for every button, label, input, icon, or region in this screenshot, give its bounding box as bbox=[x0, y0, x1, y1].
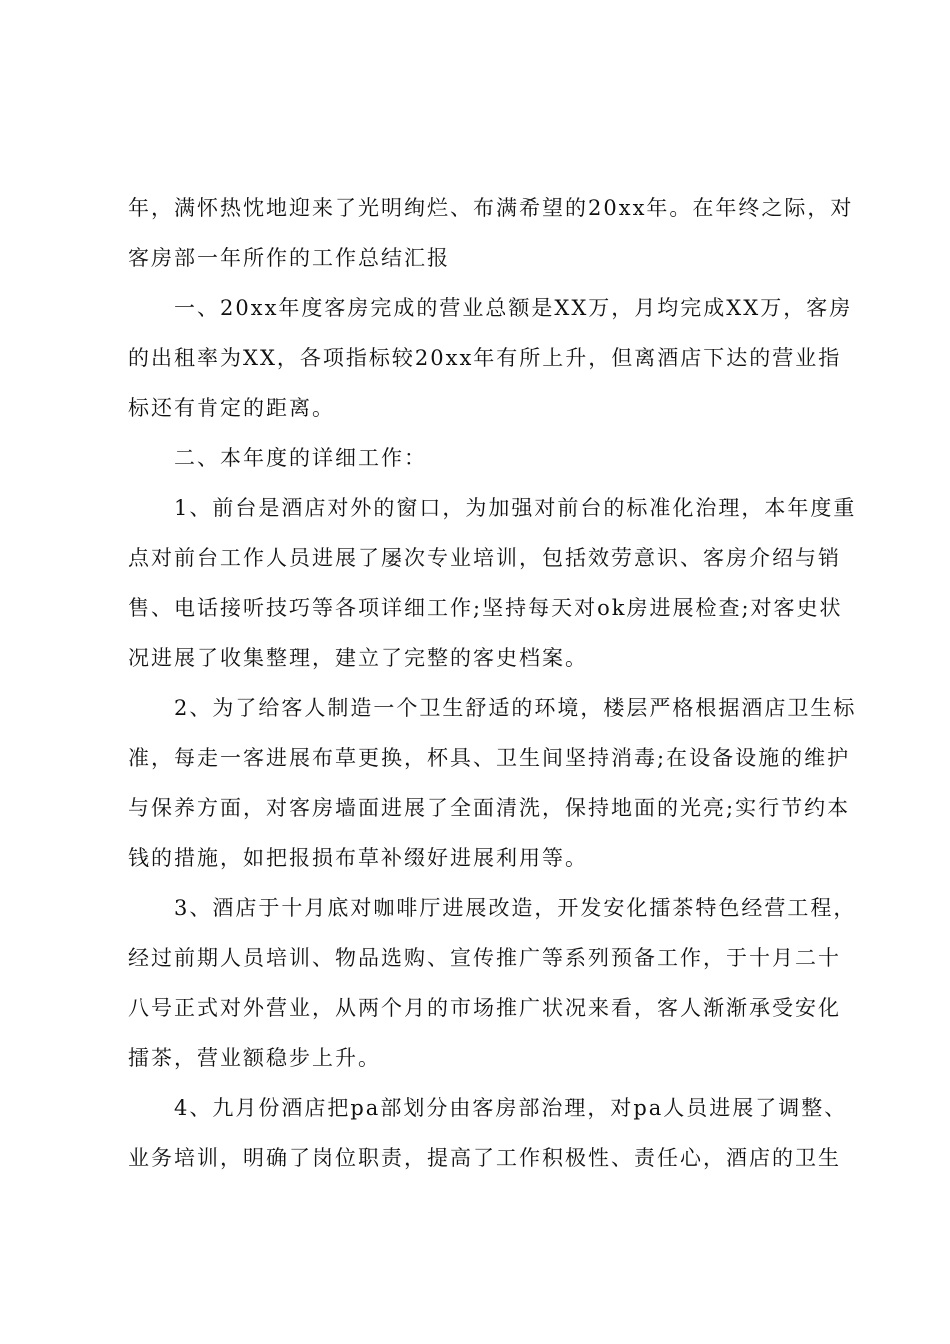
text-line: 售、电话接听技巧等各项详细工作;坚持每天对ok房进展检查;对客史状 bbox=[128, 596, 843, 620]
text-line: 的出租率为XX，各项指标较20xx年有所上升，但离酒店下达的营业指 bbox=[128, 346, 842, 370]
paragraph-section-1 bbox=[128, 283, 853, 433]
text-line: 3、酒店于十月底对咖啡厅进展改造，开发安化擂茶特色经营工程， bbox=[174, 896, 857, 920]
section-heading: 二、本年度的详细工作： bbox=[174, 446, 427, 470]
text-line: 钱的措施，如把报损布草补缀好进展利用等。 bbox=[128, 846, 588, 870]
text-line: 擂茶，营业额稳步上升。 bbox=[128, 1046, 381, 1070]
text-line: 1、前台是酒店对外的窗口，为加强对前台的标准化治理，本年度重 bbox=[174, 496, 857, 520]
text-line: 准，每走一客进展布草更换，杯具、卫生间坚持消毒;在设备设施的维护 bbox=[128, 746, 851, 770]
text-line: 一、20xx年度客房完成的营业总额是XX万，月均完成XX万，客房 bbox=[174, 296, 853, 320]
text-line: 业务培训，明确了岗位职责，提高了工作积极性、责任心，酒店的卫生 bbox=[128, 1146, 841, 1170]
text-line: 年，满怀热忱地迎来了光明绚烂、布满希望的20xx年。在年终之际，对 bbox=[128, 196, 854, 220]
text-line: 与保养方面，对客房墙面进展了全面清洗，保持地面的光亮;实行节约本 bbox=[128, 796, 851, 820]
text-line: 2、为了给客人制造一个卫生舒适的环境，楼层严格根据酒店卫生标 bbox=[174, 696, 857, 720]
text-line: 客房部一年所作的工作总结汇报 bbox=[128, 246, 450, 270]
text-line: 经过前期人员培训、物品选购、宣传推广等系列预备工作，于十月二十 bbox=[128, 946, 841, 970]
text-line: 4、九月份酒店把pa部划分由客房部治理，对pa人员进展了调整、 bbox=[174, 1096, 848, 1120]
text-line: 点对前台工作人员进展了屡次专业培训，包括效劳意识、客房介绍与销 bbox=[128, 546, 841, 570]
text-line: 标还有肯定的距离。 bbox=[128, 396, 335, 420]
document-page bbox=[128, 183, 857, 1183]
text-line: 况进展了收集整理，建立了完整的客史档案。 bbox=[128, 646, 588, 670]
paragraph-item-4 bbox=[128, 1083, 848, 1183]
paragraph-intro bbox=[128, 183, 854, 283]
paragraph-item-1 bbox=[128, 483, 857, 683]
paragraph-section-2-heading bbox=[128, 433, 832, 483]
text-line: 八号正式对外营业，从两个月的市场推广状况来看，客人渐渐承受安化 bbox=[128, 996, 841, 1020]
paragraph-item-2 bbox=[128, 683, 857, 883]
paragraph-item-3 bbox=[128, 883, 857, 1083]
